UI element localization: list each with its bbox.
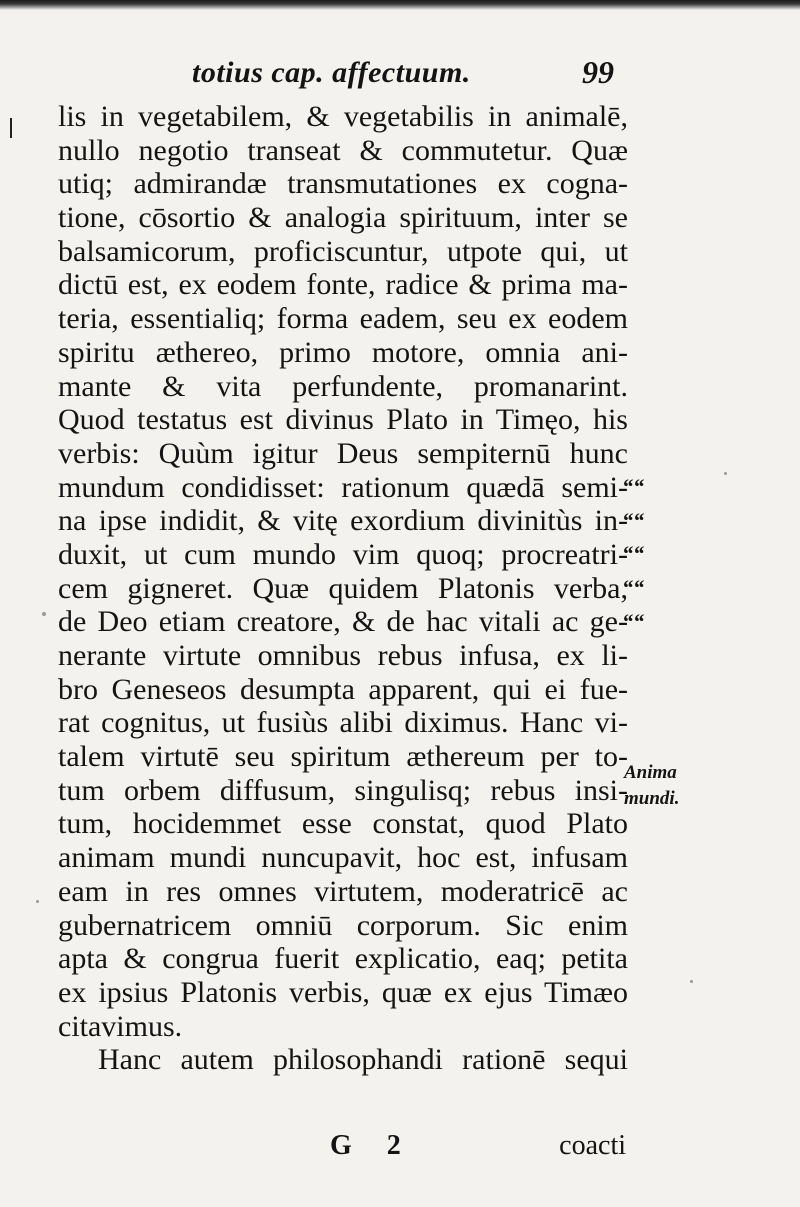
- text-line: balsamicorum, proficiscuntur, utpote qui, ut: [58, 234, 628, 268]
- paper-speck: [36, 900, 39, 903]
- paper-speck: [724, 472, 727, 475]
- text-line: tum orbem diffusum, singulisq; rebus insi-: [58, 773, 628, 807]
- text-line: verbis: Quùm igitur Deus sempiternū hunc: [58, 436, 628, 470]
- page-top-edge: [0, 0, 800, 10]
- text-line: Hanc autem philosophandi rationē sequi: [98, 1043, 628, 1077]
- text-line: lis in vegetabilem, & vegetabilis in animalē,: [58, 100, 628, 133]
- text-line: na ipse indidit, & vitę exordium divinitùs in-: [58, 504, 628, 538]
- text-line: citavimus.: [58, 1009, 183, 1043]
- margin-mark: [10, 118, 12, 138]
- text-line: nerante virtute omnibus rebus infusa, ex li-: [58, 639, 628, 672]
- text-line: spiritu æthereo, primo motore, omnia ani-: [58, 335, 628, 369]
- quote-mark: ““: [622, 541, 644, 567]
- body-text: [58, 100, 628, 1077]
- running-head: [60, 52, 620, 96]
- catchword: coacti: [559, 1130, 626, 1161]
- page-footer: [58, 1130, 628, 1170]
- text-line: gubernatricem omniū corporum. Sic enim: [58, 908, 628, 942]
- text-line: ex ipsius Platonis verbis, quæ ex ejus Timæo: [58, 975, 628, 1009]
- text-line: dictū est, ex eodem fonte, radice & prima ma-: [58, 268, 628, 302]
- quotation-marks-column: [622, 470, 652, 638]
- text-line: tum, hocidemmet esse constat, quod Plato: [58, 807, 628, 841]
- margin-note-line: mundi.: [624, 788, 680, 809]
- text-line: apta & congrua fuerit explicatio, eaq; petita: [58, 942, 628, 976]
- text-line: mante & vita perfundente, promanarint.: [58, 369, 628, 403]
- text-line: rat cognitus, ut fusiùs alibi diximus. Hanc vi-: [58, 706, 628, 740]
- text-line: tione, cōsortio & analogia spirituum, inter se: [58, 201, 628, 235]
- running-title: totius cap. affectuum.: [192, 56, 471, 89]
- quote-mark: ““: [622, 575, 644, 601]
- text-line: teria, essentialiq; forma eadem, seu ex eodem: [58, 302, 628, 336]
- text-line: talem virtutē seu spiritum æthereum per to-: [58, 740, 628, 774]
- margin-note: [624, 760, 714, 812]
- text-line: nullo negotio transeat & commutetur. Quæ: [58, 133, 628, 167]
- quote-mark: ““: [622, 474, 644, 499]
- page-number: 99: [582, 54, 614, 90]
- paper-speck: [690, 980, 693, 983]
- text-line: bro Geneseos desumpta apparent, qui ei fue-: [58, 672, 628, 706]
- text-line: animam mundi nuncupavit, hoc est, infusam: [58, 841, 628, 875]
- quote-mark: ““: [622, 507, 644, 533]
- signature-mark: G 2: [330, 1130, 415, 1161]
- quote-mark: ““: [622, 608, 644, 634]
- text-line: Quod testatus est divinus Plato in Timęo, his: [58, 403, 628, 437]
- margin-note-line: Anima: [624, 762, 677, 783]
- text-line: utiq; admirandæ transmutationes ex cogna-: [58, 167, 628, 201]
- text-line: mundum condidisset: rationum quædā semi-: [58, 470, 628, 504]
- paper-speck: [42, 612, 46, 616]
- text-line: cem gigneret. Quæ quidem Platonis verba,: [58, 571, 628, 605]
- text-line: de Deo etiam creatore, & de hac vitali ac ge-: [58, 605, 628, 639]
- text-line: eam in res omnes virtutem, moderatricē ac: [58, 874, 628, 908]
- text-line: duxit, ut cum mundo vim quoq; procreatri-: [58, 537, 628, 571]
